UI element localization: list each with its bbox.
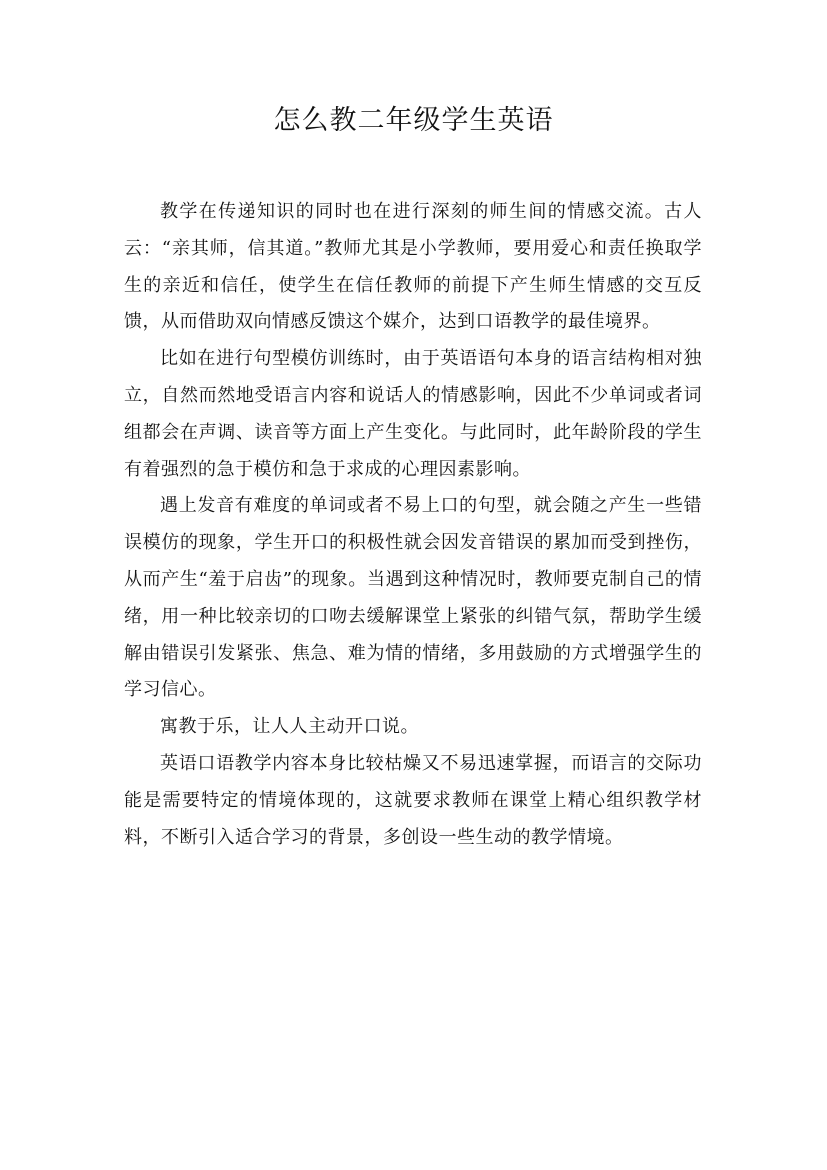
paragraph-1: 教学在传递知识的同时也在进行深刻的师生间的情感交流。古人云：“亲其师，信其道。”教师尤其是小学教师，要用爱心和责任换取学生的亲近和信任，使学生在信任教师的前提下产生师生情感的交互反馈，从而借助双向情感反馈这个媒介，达到口语教学的最佳境界。	[124, 201, 702, 333]
paragraph-5: 英语口语教学内容本身比较枯燥又不易迅速掌握，而语言的交际功能是需要特定的情境体现的，这就要求教师在课堂上精心组织教学材料，不断引入适合学习的背景，多创设一些生动的教学情境。	[124, 752, 702, 848]
document-title: 怎么教二年级学生英语	[273, 105, 554, 136]
document-body	[124, 194, 702, 856]
paragraph-3: 遇上发音有难度的单词或者不易上口的句型，就会随之产生一些错误模仿的现象，学生开口的积极性就会因发音错误的累加而受到挫伤，从而产生“羞于启齿”的现象。当遇到这种情况时，教师要克制自己的情绪，用一种比较亲切的口吻去缓解课堂上紧张的纠错气氛，帮助学生缓解由错误引发紧张、焦急、难为情的情绪，多用鼓励的方式增强学生的学习信心。	[124, 495, 702, 701]
paragraph-2: 比如在进行句型模仿训练时，由于英语语句本身的语言结构相对独立，自然而然地受语言内容和说话人的情感影响，因此不少单词或者词组都会在声调、读音等方面上产生变化。与此同时，此年龄阶段的学生有着强烈的急于模仿和急于求成的心理因素影响。	[124, 348, 702, 480]
paragraph-4: 寓教于乐，让人人主动开口说。	[160, 716, 419, 738]
